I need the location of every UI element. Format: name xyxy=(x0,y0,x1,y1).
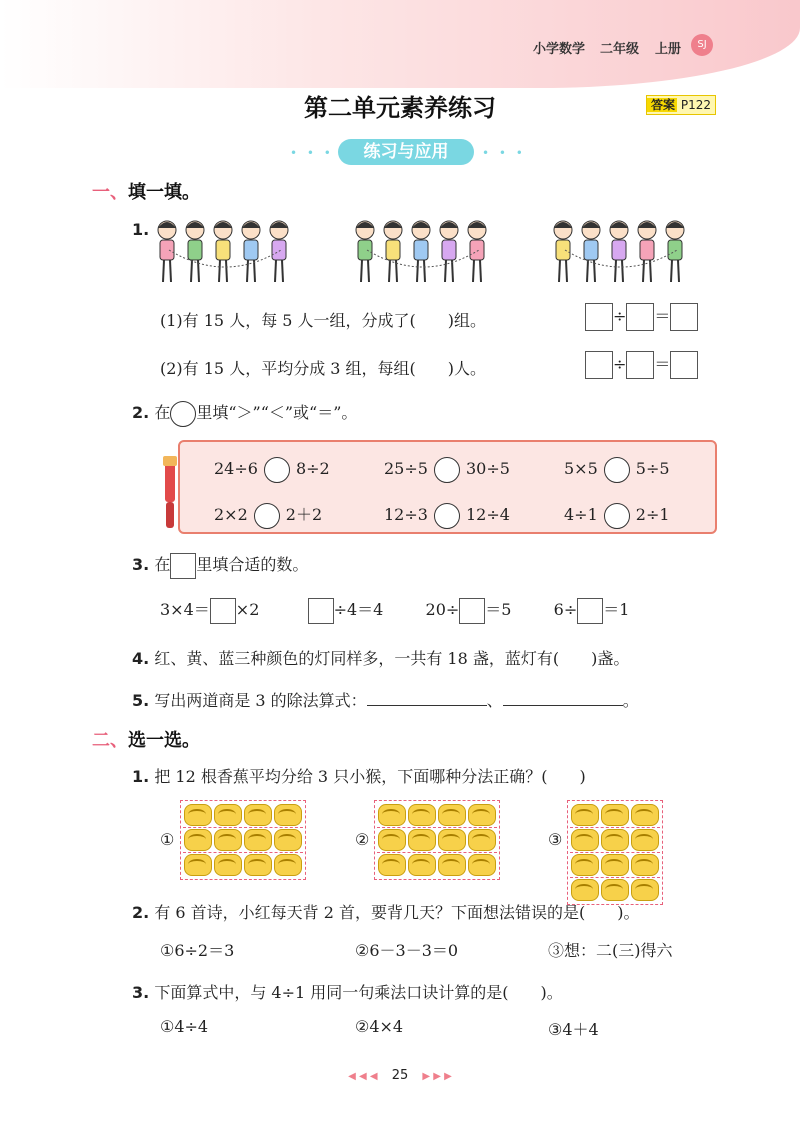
comparison-right: 8÷2 xyxy=(295,459,330,478)
q2-pre: 在 xyxy=(154,403,171,422)
q5-text: 写出两道商是 3 的除法算式： xyxy=(154,691,367,710)
s2q2-line xyxy=(132,900,640,923)
s2q3-line xyxy=(132,980,563,1003)
banana-grid-1 xyxy=(180,800,306,880)
child-figure xyxy=(440,221,458,282)
banana-icon xyxy=(631,829,659,851)
page-title: 第二单元素养练习 xyxy=(304,94,496,122)
banana-icon xyxy=(631,804,659,826)
answer-box[interactable] xyxy=(670,351,698,379)
pill-dots-right: • • • xyxy=(482,146,526,160)
option-2-label[interactable]: ② xyxy=(355,830,370,849)
banana-icon xyxy=(571,829,599,851)
q3-number: 3. xyxy=(132,555,150,574)
div-sign: ÷ xyxy=(613,306,627,326)
child-figure xyxy=(242,221,260,282)
pill-dots-left: • • • xyxy=(290,146,334,160)
q4-text: 红、黄、蓝三种颜色的灯同样多，一共有 18 盏，蓝灯有( )盏。 xyxy=(154,649,630,668)
q1b-text: (2)有 15 人，平均分成 3 组，每组( )人。 xyxy=(160,359,487,378)
s2q3-option-c[interactable]: ③4＋4 xyxy=(548,1020,599,1039)
child-figure xyxy=(214,221,232,282)
comparison-right: 30÷5 xyxy=(465,459,510,478)
banana-icon xyxy=(438,854,466,876)
banana-grid-3 xyxy=(567,800,663,905)
banana-icon xyxy=(438,804,466,826)
banana-icon xyxy=(184,854,212,876)
banana-icon xyxy=(631,854,659,876)
banana-row xyxy=(377,828,497,853)
section1-title: 填一填。 xyxy=(128,182,200,203)
banana-row xyxy=(377,853,497,877)
comparison-pair xyxy=(384,456,564,483)
answer-blank[interactable] xyxy=(367,691,487,706)
child-figure xyxy=(158,221,176,282)
sj-badge: SJ xyxy=(691,34,713,56)
child-figure xyxy=(186,221,204,282)
q3-equations xyxy=(160,597,720,624)
answer-box[interactable] xyxy=(585,303,613,331)
footer xyxy=(0,1068,800,1083)
banana-row xyxy=(183,853,303,877)
answer-box[interactable] xyxy=(626,303,654,331)
eq-sign: ＝ xyxy=(654,306,671,326)
comparison-pair xyxy=(564,502,694,529)
s2q1-number: 1. xyxy=(132,767,150,786)
sample-circle xyxy=(170,401,196,427)
q5-end: 。 xyxy=(622,691,639,710)
child-figure xyxy=(356,221,374,282)
child-figure xyxy=(554,221,572,282)
section2-number: 二、 xyxy=(92,730,128,751)
compare-circle[interactable] xyxy=(604,457,630,483)
banana-icon xyxy=(214,829,242,851)
q2-line xyxy=(132,400,357,427)
banana-grid-2 xyxy=(374,800,500,880)
q3-e2b: ÷4＝4 xyxy=(333,600,384,619)
banana-icon xyxy=(244,804,272,826)
answer-page: P122 xyxy=(680,98,711,112)
child-figure xyxy=(610,221,628,282)
banana-icon xyxy=(601,829,629,851)
comparison-left: 24÷6 xyxy=(214,459,258,478)
q3-e3b: ＝5 xyxy=(485,600,512,619)
s2q3-option-b[interactable]: ②4×4 xyxy=(355,1017,404,1036)
comparison-left: 4÷1 xyxy=(564,505,598,524)
banana-row xyxy=(570,803,660,828)
compare-circle[interactable] xyxy=(434,503,460,529)
banana-row xyxy=(570,878,660,902)
q1-number: 1. xyxy=(132,220,150,239)
banana-row xyxy=(183,828,303,853)
s2q3-number: 3. xyxy=(132,983,150,1002)
section-pill: 练习与应用 xyxy=(338,139,474,165)
comparison-pair xyxy=(564,456,694,483)
answer-box[interactable] xyxy=(585,351,613,379)
s2q1-text: 把 12 根香蕉平均分给 3 只小猴，下面哪种分法正确？( ) xyxy=(154,767,586,786)
s2q2-option-c[interactable]: ③想：二(三)得六 xyxy=(548,941,673,960)
answer-box[interactable] xyxy=(626,351,654,379)
child-figure xyxy=(384,221,402,282)
q5-line xyxy=(132,688,639,711)
header-grade: 二年级 xyxy=(600,42,640,57)
footer-right-arrows: ▶ ▶ ▶ xyxy=(422,1071,452,1082)
q3-post: 里填合适的数。 xyxy=(196,555,309,574)
banana-icon xyxy=(601,879,629,901)
answer-box[interactable] xyxy=(459,598,485,624)
banana-icon xyxy=(571,804,599,826)
comparison-row xyxy=(214,456,704,502)
comparison-left: 2×2 xyxy=(214,505,248,524)
q1b-equation xyxy=(585,351,698,379)
answer-box[interactable] xyxy=(577,598,603,624)
q3-e1b: ×2 xyxy=(235,600,260,619)
banana-icon xyxy=(408,854,436,876)
banana-icon xyxy=(601,854,629,876)
header-volume: 上册 xyxy=(655,42,682,57)
answer-blank[interactable] xyxy=(503,691,623,706)
q5-number: 5. xyxy=(132,691,150,710)
children-illustration xyxy=(155,214,715,290)
header-subject: 小学数学 xyxy=(533,42,586,57)
banana-icon xyxy=(601,804,629,826)
comparison-left: 25÷5 xyxy=(384,459,428,478)
banana-icon xyxy=(438,829,466,851)
banana-row xyxy=(570,853,660,878)
compare-circle[interactable] xyxy=(434,457,460,483)
comparison-left: 12÷3 xyxy=(384,505,428,524)
q3-e3a: 20÷ xyxy=(425,600,460,619)
s2q1-line xyxy=(132,764,586,787)
answer-box[interactable] xyxy=(308,598,334,624)
child-figure xyxy=(412,221,430,282)
banana-icon xyxy=(184,829,212,851)
banana-icon xyxy=(468,804,496,826)
comparison-pair xyxy=(384,502,564,529)
banana-row xyxy=(183,803,303,828)
s2q3-option-a[interactable]: ①4÷4 xyxy=(160,1017,209,1036)
comparison-right: 2÷1 xyxy=(635,505,670,524)
section1-heading xyxy=(92,178,200,204)
option-3-label[interactable]: ③ xyxy=(548,830,563,849)
banana-icon xyxy=(631,879,659,901)
banana-icon xyxy=(274,829,302,851)
child-figure xyxy=(638,221,656,282)
banana-icon xyxy=(214,804,242,826)
q5-sep: 、 xyxy=(486,691,503,710)
banana-icon xyxy=(378,804,406,826)
banana-icon xyxy=(571,854,599,876)
option-1-label[interactable]: ① xyxy=(160,830,175,849)
comparison-pair xyxy=(214,456,384,483)
banana-icon xyxy=(408,804,436,826)
comparison-row xyxy=(214,502,704,548)
banana-icon xyxy=(378,829,406,851)
banana-icon xyxy=(468,854,496,876)
q3-e4a: 6÷ xyxy=(553,600,578,619)
child-figure xyxy=(582,221,600,282)
banana-icon xyxy=(468,829,496,851)
comparison-right: 2＋2 xyxy=(285,505,323,524)
div-sign: ÷ xyxy=(613,354,627,374)
answer-box[interactable] xyxy=(670,303,698,331)
q4-line xyxy=(132,646,629,669)
comparison-right: 5÷5 xyxy=(635,459,670,478)
compare-circle[interactable] xyxy=(264,457,290,483)
comparison-pair xyxy=(214,502,384,529)
banana-icon xyxy=(378,854,406,876)
page-number: 25 xyxy=(391,1068,409,1083)
banana-icon xyxy=(274,854,302,876)
banana-icon xyxy=(408,829,436,851)
q2-number: 2. xyxy=(132,403,150,422)
banana-icon xyxy=(214,854,242,876)
q2-post: 里填“＞”“＜”或“＝”。 xyxy=(196,403,358,422)
banana-row xyxy=(377,803,497,828)
sample-box xyxy=(170,553,196,579)
q3-pre: 在 xyxy=(154,555,171,574)
q1a-text: (1)有 15 人，每 5 人一组，分成了( )组。 xyxy=(160,311,487,330)
eq-sign: ＝ xyxy=(654,354,671,374)
q1a-equation xyxy=(585,303,698,331)
s2q2-number: 2. xyxy=(132,903,150,922)
section1-number: 一、 xyxy=(92,182,128,203)
section2-title: 选一选。 xyxy=(128,730,200,751)
q3-e1a: 3×4＝ xyxy=(160,600,210,619)
banana-icon xyxy=(274,804,302,826)
banana-icon xyxy=(244,829,272,851)
answer-box[interactable] xyxy=(210,598,236,624)
q3-e4b: ＝1 xyxy=(603,600,630,619)
banana-icon xyxy=(184,804,212,826)
q3-line xyxy=(132,552,308,579)
s2q2-text: 有 6 首诗，小红每天背 2 首，要背几天？下面想法错误的是( )。 xyxy=(154,903,640,922)
banana-row xyxy=(570,828,660,853)
banana-icon xyxy=(571,879,599,901)
comparison-rows xyxy=(214,456,704,548)
comparison-left: 5×5 xyxy=(564,459,598,478)
q4-number: 4. xyxy=(132,649,150,668)
footer-left-arrows: ◀ ◀ ◀ xyxy=(348,1071,378,1082)
answer-label: 答案 xyxy=(647,98,677,112)
banana-icon xyxy=(244,854,272,876)
s2q2-option-a[interactable]: ①6÷2＝3 xyxy=(160,941,235,960)
compare-circle[interactable] xyxy=(254,503,280,529)
s2q3-text: 下面算式中，与 4÷1 用同一句乘法口诀计算的是( )。 xyxy=(154,983,563,1002)
s2q2-option-b[interactable]: ②6－3－3＝0 xyxy=(355,941,459,960)
compare-circle[interactable] xyxy=(604,503,630,529)
section2-heading xyxy=(92,726,200,752)
comparison-right: 12÷4 xyxy=(465,505,510,524)
answer-ref xyxy=(646,95,716,115)
